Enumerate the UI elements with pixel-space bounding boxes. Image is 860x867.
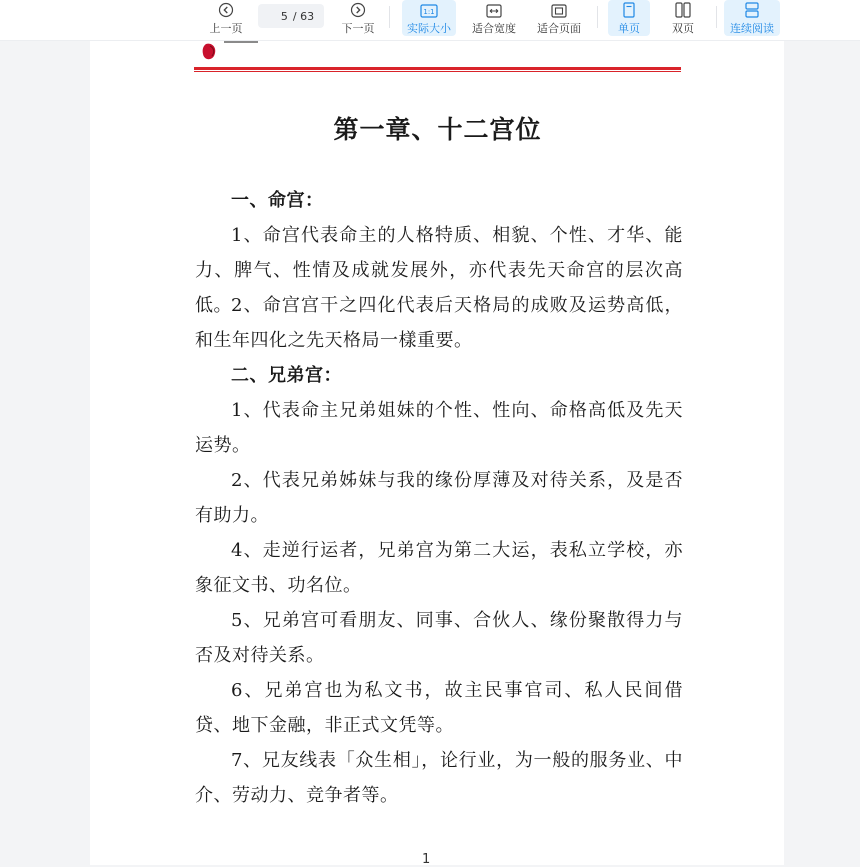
single-page-button[interactable] <box>608 0 650 36</box>
toolbar-divider <box>716 6 717 28</box>
section-heading: 二、兄弟宫： <box>231 365 342 386</box>
page-indicator[interactable] <box>258 4 324 28</box>
prev-page-label: 上一页 <box>209 22 243 35</box>
fit-page-icon <box>551 0 567 18</box>
svg-text:1:1: 1:1 <box>423 8 435 16</box>
total-pages: / 63 <box>292 9 315 23</box>
reader-toolbar <box>0 0 860 41</box>
page-number: 1 <box>422 852 431 867</box>
fit-page-label: 适合页面 <box>537 22 581 35</box>
double-page-button[interactable] <box>662 0 704 36</box>
header-rule-thin <box>194 71 681 72</box>
header-logo-image <box>200 40 260 62</box>
single-page-label: 单页 <box>618 22 640 35</box>
body-paragraph: 6、兄弟宫也为私文书，故主民事官司、私人民间借贷、地下金融，非正式文凭等。 <box>195 680 683 736</box>
fit-width-icon <box>486 0 502 18</box>
fit-page-button[interactable] <box>533 0 585 36</box>
toolbar-divider <box>389 6 390 28</box>
body-paragraph: 2、命宫宫干之四化代表后天格局的成败及运势高低，和生年四化之先天格局一樣重要。 <box>195 295 683 351</box>
chevron-left-icon <box>218 0 234 18</box>
toolbar-divider <box>597 6 598 28</box>
section-heading: 一、命宫： <box>231 190 324 211</box>
body-paragraph: 1、命宫代表命主的人格特质、相貌、个性、才华、能力、脾气、性情及成就发展外，亦代表先天命宫的层次高低。 <box>195 225 683 316</box>
chevron-right-icon <box>350 0 366 18</box>
prev-page-button[interactable] <box>206 0 246 36</box>
single-page-icon <box>623 0 635 18</box>
double-page-label: 双页 <box>672 22 694 35</box>
double-page-icon <box>675 0 691 18</box>
fit-width-label: 适合宽度 <box>472 22 516 35</box>
actual-size-button[interactable] <box>402 0 456 36</box>
next-page-label: 下一页 <box>341 22 375 35</box>
body-paragraph: 7、兄友线表「众生相」，论行业，为一般的服务业、中介、劳动力、竞争者等。 <box>195 750 683 806</box>
current-page-input[interactable]: 5 <box>280 9 288 23</box>
next-page-button[interactable] <box>338 0 378 36</box>
body-paragraph: 2、代表兄弟姊妹与我的缘份厚薄及对待关系，及是否有助力。 <box>195 470 683 526</box>
header-rule-thick <box>194 67 681 70</box>
continuous-reading-label: 连续阅读 <box>730 22 774 35</box>
body-paragraph: 4、走逆行运者，兄弟宫为第二大运，表私立学校，亦象征文书、功名位。 <box>195 540 683 596</box>
continuous-reading-button[interactable] <box>724 0 780 36</box>
chapter-title: 第一章、十二宫位 <box>333 115 542 144</box>
body-paragraph: 1、代表命主兄弟姐妹的个性、性向、命格高低及先天运势。 <box>195 400 683 456</box>
fit-width-button[interactable] <box>468 0 520 36</box>
body-paragraph: 5、兄弟宫可看朋友、同事、合伙人、缘份聚散得力与否及对待关系。 <box>195 610 683 666</box>
actual-size-label: 实际大小 <box>407 22 451 35</box>
actual-size-icon <box>420 0 438 18</box>
continuous-reading-icon <box>745 0 759 18</box>
